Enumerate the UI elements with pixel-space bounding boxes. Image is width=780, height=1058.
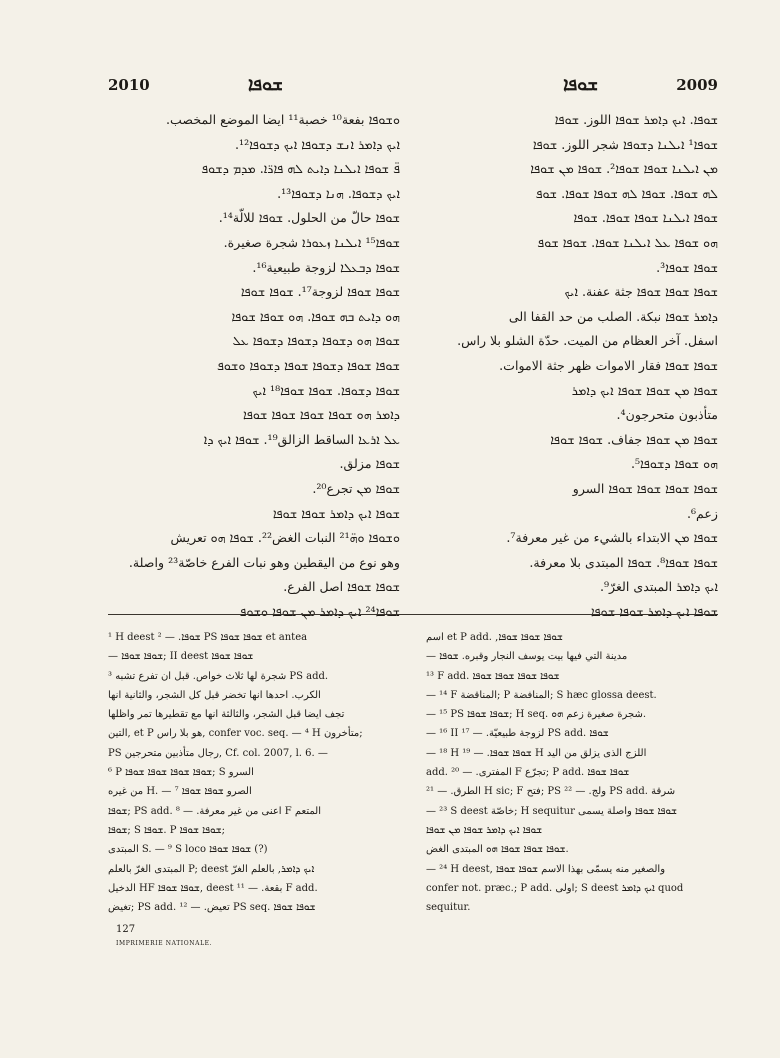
text-line: ܫܘܦܐ حالّ من الحلول. ܫܘܦܐ للالّة¹⁴.: [218, 210, 400, 226]
text-line: ܡܢ ܐܝܠܢܐ ܫܘܦܐ ܫܘܦܐ². ܫܘܦܐ ܡܢ ܫܘܦܐ: [530, 161, 718, 177]
left-footnotes: [108, 628, 400, 917]
left-text-column: [108, 108, 400, 624]
footnote-line: add. المفترى. — ²⁰ F تجرّع; P add. ܫܘܦܐ ܫܘܦܐ: [426, 767, 630, 779]
text-line: ܕܐܡܪ ܗܘ ܫܘܦܐ ܫܘܦܐ ܫܘܦܐ ܫܘܦܐ: [243, 407, 400, 423]
text-line: ܫܘܦܐ ܡܢ ܫܘܦܐ جفاف. ܫܘܦܐ ܫܘܦܐ: [550, 431, 718, 447]
text-line: ܕܐܡܪ ܫܘܦܐ نبكة. الصلب من حد القفا الى: [508, 308, 718, 324]
footnote-line: ¹³ F add. ܫܘܦܐ ܫܘܦܐ ܫܘܦܐ ܫܘܦܐ: [426, 670, 560, 682]
text-line: ܫܘܦܐ ܫܘܦܐ لزوجة¹⁷. ܫܘܦܐ ܫܘܦܐ: [240, 284, 400, 300]
text-line: ܫܘܦܐ ܫܘܦܐ³.: [656, 259, 718, 275]
footnote-line: ܫܘܦܐ ܐܝܟ ܕܐܡܪ ܫܘܦܐ ܡܢ ܫܘܦܐ: [426, 824, 543, 836]
footnote-line: — ¹⁶ II لزوجة طبيعيّة. — ¹⁷ PS add. ܫܘܦܐ: [426, 728, 609, 740]
text-line: ܫܘܦܐ ܫܘܦܐ ܫܘܦܐ جثة عفنة. ܐܝܟ: [564, 284, 718, 300]
text-line: ܫܘܦܐ ܡܢ تجرع²⁰.: [312, 480, 400, 496]
footnote-line: شجرة لها ثلاث خواص. قبل ان تفرع تشبه ³ PS add.: [108, 670, 329, 682]
footnote-line: ⁶ P ܫܘܦܐ ܫܘܦܐ ܫܘܦܐ ܫܘܦܐ; S السرو: [108, 767, 254, 779]
footnote-divider: [108, 614, 718, 615]
footnote-line: — ²³ S deest خاصّة; H sequitur ܫܘܦܐ ܫܘܦܐ واصلة يسمى: [426, 805, 677, 817]
footnote-line: الطرق. — ²¹ H sic; F فتح; PS ولج. — ²² PS add. شرقة: [426, 786, 676, 798]
page-header: [108, 74, 718, 104]
text-line: متأذبون متحرجون⁴.: [616, 407, 718, 423]
right-page-number: 2009: [676, 76, 718, 94]
text-line: ܫܘܦܐ ܫܘܦܐ فقار الاموات ظهر جثة الاموات.: [499, 357, 718, 373]
footnote-line: — ¹⁴ F المناقضة; P المنافضة; S hæc glossa deest.: [426, 689, 657, 701]
text-line: ܫܘܦܐ ܐܝܟ ܕܐܡܪ ܫܘܦܐ ܫܘܦܐ: [590, 603, 718, 619]
signature-mark: 127: [116, 924, 136, 935]
text-line: ܫܘܦܐ. ܐܝܟ ܕܐܡܪ ܫܘܦܐ اللوز. ܫܘܦܐ: [554, 112, 718, 127]
text-line: ܫܘܦܐ²⁴ ܐܝܟ ܕܐܡܪ ܡܢ ܫܘܦܐ ܘܫܘܦ: [239, 603, 400, 619]
text-line: ܫܘܦܐ ܫܘܦܐ ܕܫܘܦܐ ܫܘܦܐ ܕܫܘܦܐ ܘܫܘܦ: [216, 357, 400, 373]
text-line: ܫܘܦܐ¹⁵ ܐܝܠܢܐ ܙܥܘܪܐ شجرة صغيرة.: [223, 234, 400, 250]
text-line: ܫܘܦܐ ܗܘ ܕܫܘܦܐ ܕܫܘܦܐ ܕܫܘܦܐ ܥܠ: [232, 333, 400, 349]
footnote-line: المبتدى الغرّ بالعلم P; deest ܐܝܟ ܕܐܡܪ, بالعلم الغرّ: [108, 863, 315, 875]
text-line: ܫܘܦܐ¹ ܐܝܠܢܐ ܕܫܘܦܐ شجر اللوز. ܫܘܦܐ: [532, 136, 718, 152]
text-line: ܘܫܘܦܐ ܘܗ̈²¹ النبات الغض²². ܫܘܦܐ ܗܘ تعريش: [170, 530, 400, 546]
footnote-line: تجف ايضا قبل الشجر، والثالثة انها مع تقطيرها تمر واظلها: [108, 709, 345, 721]
footnote-line: الدخيل HF ܫܘܦܐ ܫܘܦܐ, deest بقعة. — ¹¹ F add.: [108, 882, 318, 894]
footnote-line: ܫܘܦܐ; PS add. اعنى من غير معرفة. — ⁸ F المتعم: [108, 805, 321, 817]
text-line: ܗܘ ܕܐܝܬ ܒܗ ܫܘܦܐ. ܗܘ ܫܘܦܐ ܫܘܦܐ: [231, 308, 400, 324]
footnote-line: sequitur.: [426, 902, 471, 914]
text-line: ܫܘܦܐ ܐܝܟ ܕܐܡܪ ܫܘܦܐ ܫܘܦܐ: [272, 505, 400, 521]
footnote-line: ܫܘܦܐ; S ܫܘܦܐ. P ܫܘܦܐ ܫܘܦܐ;: [108, 824, 225, 836]
text-line: ܫܘܦܐ ܫܘܦܐ⁸. ܫܘܦܐ المبتدى بلا معرفة.: [529, 554, 718, 570]
text-line: ܫܘܦܐ ܡܢ الابتداء بالشيء من غير معرفة⁷.: [506, 530, 718, 546]
left-running-head: ܫܘܦܐ: [248, 74, 283, 95]
text-line: ܐܝܟ ܕܐܡܪ المبتدى الغرّ⁹.: [599, 579, 718, 595]
footnote-line: ¹ H deest ܫܘܦܐ. — ² PS ܫܘܦܐ ܫܘܦܐ et antea: [108, 632, 308, 643]
text-line: اسفل. آخر العظام من الميت. حدّة الشلو بلا راس.: [457, 333, 718, 349]
text-line: ܐܝܟ ܕܐܡܪ ܐܢܫ ܕܫܘܦܐ ܐܝܟ ܕܫܘܦܐ¹².: [235, 136, 400, 152]
left-page-number: 2010: [108, 76, 150, 94]
footnote-line: الكرب. احدها انها تخضر قبل كل الشجر، والثانية انها: [108, 689, 321, 701]
footnote-line: ܫܘܦܐ ܫܘܦܐ ܫܘܦܐ ܗܘ المبتدى الغض.: [426, 844, 569, 856]
footnote-line: — مدينة التي فيها بيت يوسف النجار وقبره. ܫܘܦܐ: [426, 651, 628, 663]
text-line: ܘܫܘܦܐ بفعة¹⁰ خصبة¹¹ ايضا الموضع المخصب.: [166, 112, 400, 127]
footnote-line: — ܫܘܦܐ ܫܘܦܐ; II deest ܫܘܦܐ ܫܘܦܐ: [108, 651, 254, 663]
text-line: ܫܘܦܐ ܐܝܠܢܐ ܫܘܦܐ ܫܘܦܐ. ܫܘܦܐ: [573, 210, 718, 226]
footnote-line: تغيض; PS add. تعيض. — ¹² PS seq. ܫܘܦܐ ܫܘܦܐ: [108, 902, 316, 914]
footnote-line: اسم et P add. ,ܫܘܦܐ ܫܘܦܐ ܫܘܦܐ: [426, 632, 563, 643]
text-line: ܗܘ ܫܘܦܐ ܥܠ ܐܝܠܢܐ ܫܘܦܐ. ܫܘܦܐ ܫܘܦ: [537, 234, 718, 250]
text-line: ܫܘܦܐ مزلق.: [339, 456, 400, 472]
text-line: ܦ̈ ܫܘܦܐ ܐܝܠܢܐ ܕܐܝܬ ܠܗ ܦܐܪ̈ܐ. ܡܕܡ ܕܫܘܦ: [201, 161, 400, 177]
footnote-line: من غيره H. — ⁷ الصرو ܫܘܦܐ ܫܘܦܐ: [108, 786, 252, 798]
right-running-head: ܫܘܦܐ: [563, 74, 598, 95]
footnote-line: confer not. præc.; P add. اولى; S deest ܐܝܟ ܕܐܡܪ quod: [426, 882, 684, 894]
text-line: ܐܝܟ ܕܫܘܦܐ. ܗܢܐ ܕܫܘܦܐ¹³.: [277, 185, 400, 201]
text-line: ܫܘܦܐ ܫܘܦܐ اصل الفرع.: [283, 579, 400, 595]
footnote-line: — ²⁴ H deest, والصغير منه يسمّى بهذا الاسم ܫܘܦܐ ܫܘܦܐ: [426, 863, 666, 875]
right-text-column: [426, 108, 718, 624]
right-footnotes: [426, 628, 718, 917]
text-line: ܫܘܦܐ ܕܒܥܠܐ لزوجة طبيعية¹⁶.: [252, 259, 400, 275]
footnote-line: — ¹⁸ H ܫܘܦܐ ܫܘܦܐ. — ¹⁹ H اللزج الذى يزلق من اليد: [426, 747, 647, 759]
footnote-line: — ¹⁵ PS ܫܘܦܐ ܫܘܦܐ; H seq. شجرة صغيرة زعم ܗܘ.: [426, 709, 647, 721]
footnote-line: التين, et P هو بلا راس, confer voc. seq. — ⁴ H متأخرون;: [108, 728, 363, 740]
text-line: ܠܗ ܫܘܦܐ. ܫܘܦܐ ܠܗ ܫܘܦܐ ܫܘܦܐ. ܫܘܦ: [535, 185, 718, 201]
text-line: ܫܘܦܐ ܫܘܦܐ ܫܘܦܐ ܫܘܦܐ السرو: [572, 480, 718, 496]
text-line: ܫܘܦܐ ܕܫܘܦܐ. ܫܘܦܐ ܫܘܦܐ¹⁸ ܐܝܟ: [252, 382, 400, 398]
text-line: ܗܘ ܫܘܦܐ ܕܫܘܦܐ⁵.: [630, 456, 718, 472]
text-line: وهو نوع من اليقطين وهو نبات الفرع خاصّة²³ واصلة.: [128, 554, 400, 570]
imprint-line: IMPRIMERIE NATIONALE.: [116, 940, 213, 947]
footnote-line: المبتدى S. — ⁹ S loco ܫܘܦܐ ܫܘܦܐ (?): [108, 844, 268, 856]
footnote-line: PS رجال متأذبين متحرجين, Cf. col. 2007, l. 6. —: [108, 747, 328, 759]
text-line: ܥܠ ܐܪܥܐ الساقط الزالق¹⁹. ܫܘܦܐ ܐܝܟ ܕܐ: [203, 431, 400, 447]
text-line: زعم⁶.: [686, 505, 718, 521]
text-line: ܫܘܦܐ ܡܢ ܫܘܦܐ ܫܘܦܐ ܐܝܟ ܕܐܡܪ: [571, 382, 718, 398]
